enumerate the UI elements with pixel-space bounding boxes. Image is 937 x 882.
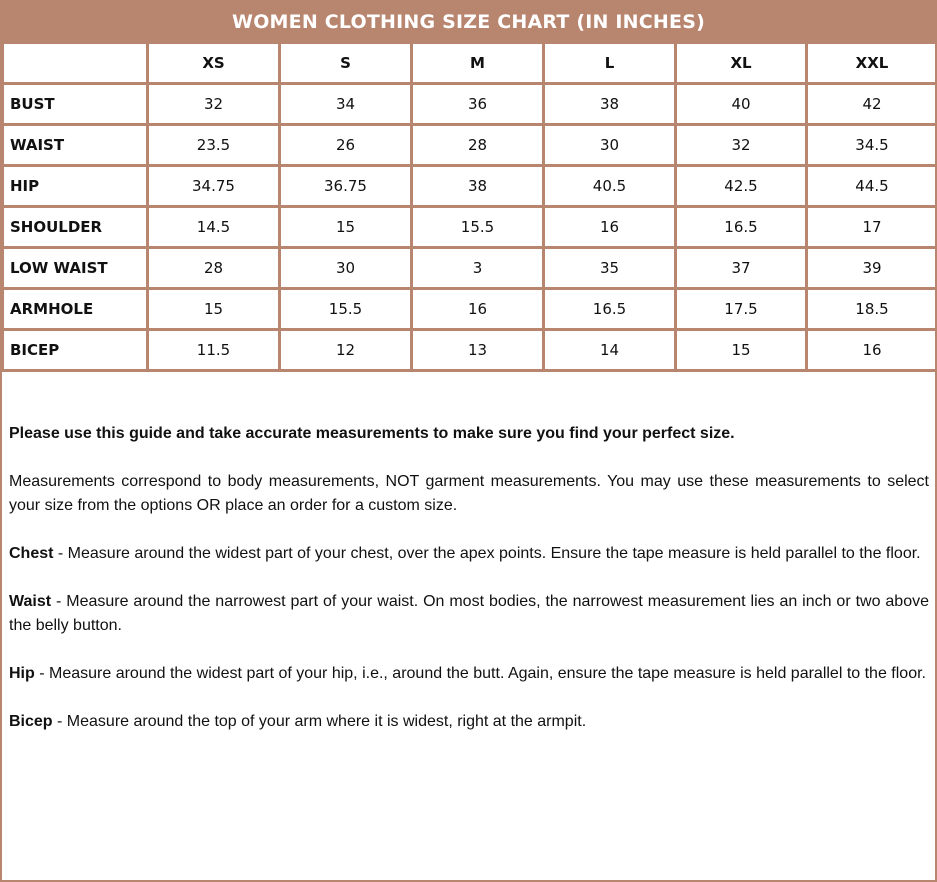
table-cell: 26 — [280, 125, 412, 166]
table-row — [3, 207, 937, 248]
table-cell: 34.5 — [807, 125, 937, 166]
table-cell: 16 — [412, 289, 544, 330]
notes-intro: Measurements correspond to body measurements, NOT garment measurements. You may use these measurements to select your size from the options OR place an order for a custom size. — [9, 473, 929, 514]
size-header-xl: XL — [676, 44, 807, 84]
table-cell: 28 — [148, 248, 280, 289]
corner-cell — [3, 44, 148, 84]
table-cell: 16.5 — [544, 289, 676, 330]
size-header-l: L — [544, 44, 676, 84]
table-cell: 17 — [807, 207, 937, 248]
row-label-bust: BUST — [3, 84, 148, 125]
table-cell: 32 — [676, 125, 807, 166]
note-term: Hip — [9, 665, 35, 682]
table-row — [3, 166, 937, 207]
table-cell: 36 — [412, 84, 544, 125]
note-chest — [9, 542, 929, 566]
note-term: Waist — [9, 593, 52, 610]
note-waist — [9, 590, 929, 638]
table-cell: 39 — [807, 248, 937, 289]
row-label-low-waist: LOW WAIST — [3, 248, 148, 289]
size-table — [1, 44, 937, 372]
table-cell: 14 — [544, 330, 676, 371]
note-bicep — [9, 710, 929, 734]
table-cell: 32 — [148, 84, 280, 125]
table-cell: 40 — [676, 84, 807, 125]
note-term: Bicep — [9, 713, 53, 730]
size-header-xxl: XXL — [807, 44, 937, 84]
note-text: - Measure around the top of your arm where it is widest, right at the armpit. — [52, 713, 587, 730]
table-cell: 16 — [544, 207, 676, 248]
table-row — [3, 125, 937, 166]
table-cell: 40.5 — [544, 166, 676, 207]
row-label-waist: WAIST — [3, 125, 148, 166]
table-row — [3, 289, 937, 330]
table-cell: 3 — [412, 248, 544, 289]
table-cell: 42 — [807, 84, 937, 125]
table-cell: 15 — [148, 289, 280, 330]
size-header-s: S — [280, 44, 412, 84]
table-cell: 15.5 — [412, 207, 544, 248]
table-cell: 11.5 — [148, 330, 280, 371]
table-cell: 35 — [544, 248, 676, 289]
notes-lead: Please use this guide and take accurate measurements to make sure you find your perfect size. — [9, 425, 735, 442]
note-hip — [9, 662, 929, 686]
table-cell: 12 — [280, 330, 412, 371]
table-cell: 38 — [544, 84, 676, 125]
chart-title: WOMEN CLOTHING SIZE CHART (IN INCHES) — [2, 0, 935, 44]
table-cell: 37 — [676, 248, 807, 289]
table-cell: 13 — [412, 330, 544, 371]
row-label-armhole: ARMHOLE — [3, 289, 148, 330]
measurement-notes — [2, 372, 935, 734]
table-cell: 30 — [544, 125, 676, 166]
table-cell: 16 — [807, 330, 937, 371]
table-row — [3, 248, 937, 289]
table-cell: 28 — [412, 125, 544, 166]
row-label-shoulder: SHOULDER — [3, 207, 148, 248]
table-cell: 34.75 — [148, 166, 280, 207]
table-cell: 16.5 — [676, 207, 807, 248]
table-cell: 17.5 — [676, 289, 807, 330]
table-cell: 42.5 — [676, 166, 807, 207]
table-row — [3, 84, 937, 125]
table-cell: 38 — [412, 166, 544, 207]
size-header-m: M — [412, 44, 544, 84]
table-cell: 30 — [280, 248, 412, 289]
table-cell: 34 — [280, 84, 412, 125]
note-text: - Measure around the widest part of your hip, i.e., around the butt. Again, ensure the tape measure is held parallel to the floor. — [34, 665, 926, 682]
table-cell: 15 — [676, 330, 807, 371]
table-cell: 18.5 — [807, 289, 937, 330]
table-cell: 36.75 — [280, 166, 412, 207]
size-header-row — [3, 44, 937, 84]
table-cell: 23.5 — [148, 125, 280, 166]
note-term: Chest — [9, 545, 54, 562]
table-cell: 15.5 — [280, 289, 412, 330]
note-text: - Measure around the widest part of your chest, over the apex points. Ensure the tape measure is held parallel to the floor. — [53, 545, 921, 562]
row-label-bicep: BICEP — [3, 330, 148, 371]
size-header-xs: XS — [148, 44, 280, 84]
table-cell: 14.5 — [148, 207, 280, 248]
row-label-hip: HIP — [3, 166, 148, 207]
table-cell: 44.5 — [807, 166, 937, 207]
table-row — [3, 330, 937, 371]
table-cell: 15 — [280, 207, 412, 248]
note-text: - Measure around the narrowest part of your waist. On most bodies, the narrowest measurement lies an inch or two above the belly button. — [9, 593, 929, 634]
